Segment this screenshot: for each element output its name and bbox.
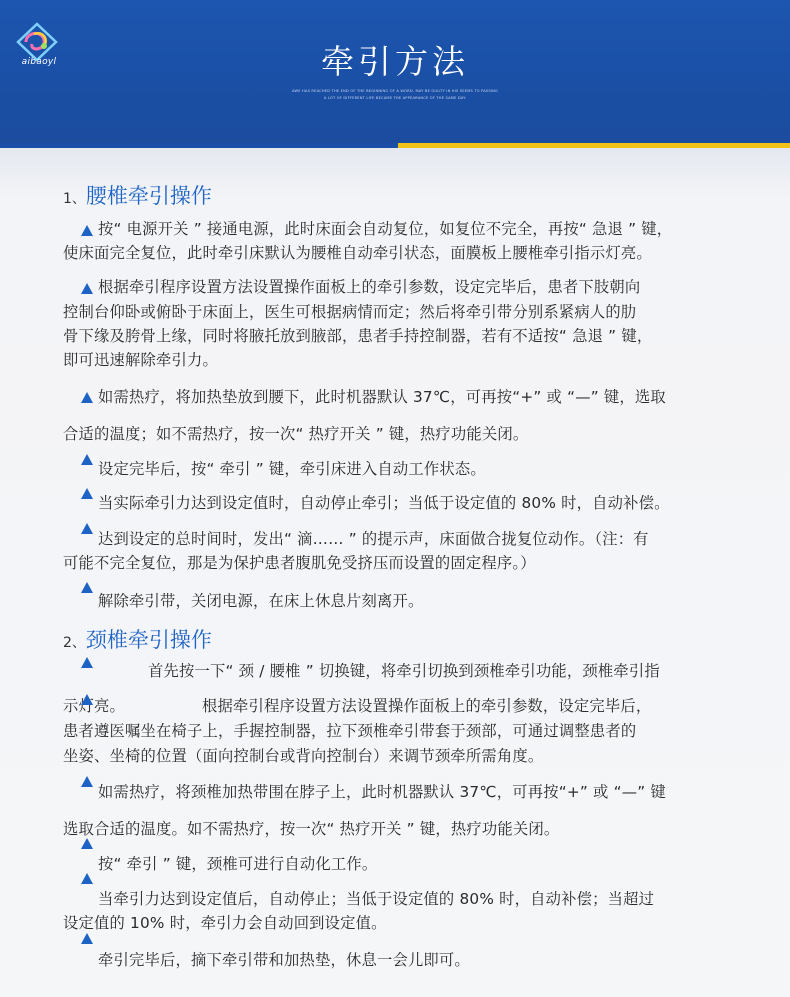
section2-line-3: 根据牵引程序设置方法设置操作面板上的牵引参数，设定完毕后， bbox=[202, 697, 652, 715]
bullet-triangle-icon bbox=[81, 454, 93, 465]
bullet-triangle-icon bbox=[81, 283, 93, 294]
bullet-triangle-icon bbox=[81, 838, 93, 849]
section2-heading bbox=[63, 624, 212, 654]
page-title: 牵引方法 bbox=[321, 42, 469, 81]
section2-line-7: 选取合适的温度。如不需热疗，按一次“ 热疗开关 ” 键，热疗功能关闭。 bbox=[63, 820, 560, 838]
bullet-triangle-icon bbox=[81, 523, 93, 534]
section1-line-9: 设定完毕后，按“ 牵引 ” 键，牵引床进入自动工作状态。 bbox=[98, 460, 486, 478]
bullet-triangle-icon bbox=[81, 488, 93, 499]
section2-title: 颈椎牵引操作 bbox=[85, 628, 212, 652]
bullet-triangle-icon bbox=[81, 933, 93, 944]
section2-line-6: 如需热疗，将颈椎加热带围在脖子上，此时机器默认 37℃，可再按“+” 或 “—” 键 bbox=[98, 783, 666, 801]
bullet-triangle-icon bbox=[81, 225, 93, 236]
section1-line-2: 使床面完全复位，此时牵引床默认为腰椎自动牵引状态，面膜板上腰椎牵引指示灯亮。 bbox=[63, 244, 652, 262]
section1-line-8: 合适的温度；如不需热疗，按一次“ 热疗开关 ” 键，热疗功能关闭。 bbox=[63, 425, 529, 443]
section1-line-10: 当实际牵引力达到设定值时，自动停止牵引；当低于设定值的 80% 时，自动补偿。 bbox=[98, 494, 670, 512]
section2-line-11: 牵引完毕后，摘下牵引带和加热垫，休息一会儿即可。 bbox=[98, 951, 470, 969]
section2-line-8: 按“ 牵引 ” 键，颈椎可进行自动化工作。 bbox=[98, 855, 378, 873]
section2-line-10: 设定值的 10% 时，牵引力会自动回到设定值。 bbox=[63, 914, 387, 932]
section1-line-12: 可能不完全复位，那是为保护患者腹肌免受挤压而设置的固定程序。） bbox=[63, 554, 536, 572]
subtitle-line-1: AWE HAS REACHED THE END OF THE BEGINNING OF A WORD. MAY BE GUILTY IN HIS SEEMS TO PASSING bbox=[292, 89, 498, 93]
section2-number: 2、 bbox=[63, 635, 86, 651]
section1-number: 1、 bbox=[63, 191, 86, 207]
section2-line-9: 当牵引力达到设定值后，自动停止；当低于设定值的 80% 时，自动补偿；当超过 bbox=[98, 890, 655, 908]
bullet-triangle-icon bbox=[81, 392, 93, 403]
section1-line-4: 控制台仰卧或俯卧于床面上，医生可根据病情而定；然后将牵引带分别系紧病人的肋 bbox=[63, 303, 637, 321]
section2-line-1: 首先按一下“ 颈 / 腰椎 ” 切换键，将牵引切换到颈椎牵引功能，颈椎牵引指 bbox=[148, 662, 660, 680]
logo-text: aibaoyl bbox=[21, 57, 57, 67]
section1-line-11: 达到设定的总时间时，发出“ 滴…… ” 的提示声，床面做合拢复位动作。（注：有 bbox=[98, 530, 649, 548]
section1-line-5: 骨下缘及胯骨上缘，同时将腋托放到腋部，患者手持控制器，若有不适按“ 急退 ” 键， bbox=[63, 327, 653, 345]
section1-title: 腰椎牵引操作 bbox=[85, 184, 212, 208]
bullet-triangle-icon bbox=[81, 582, 93, 593]
section1-line-1: 按“ 电源开关 ” 接通电源，此时床面会自动复位，如复位不完全，再按“ 急退 ” 键， bbox=[98, 220, 673, 238]
section1-heading bbox=[63, 180, 212, 210]
section1-line-13: 解除牵引带，关闭电源，在床上休息片刻离开。 bbox=[98, 592, 424, 610]
section1-line-3: 根据牵引程序设置方法设置操作面板上的牵引参数，设定完毕后，患者下肢朝向 bbox=[98, 278, 641, 296]
bullet-triangle-icon bbox=[81, 694, 93, 705]
section2-line-2: 示灯亮。 bbox=[63, 697, 125, 715]
section1-line-6: 即可迅速解除牵引力。 bbox=[63, 351, 218, 369]
bullet-triangle-icon bbox=[81, 776, 93, 787]
header-banner bbox=[0, 0, 790, 143]
subtitle-line-2: A LOT OF DIFFERENT LIFE BECAME THE APPEARANCE OF THE SAME DAY. bbox=[323, 96, 467, 100]
section2-line-4: 患者遵医嘱坐在椅子上，手握控制器，拉下颈椎牵引带套于颈部，可通过调整患者的 bbox=[63, 722, 637, 740]
section1-line-7: 如需热疗，将加热垫放到腰下，此时机器默认 37℃，可再按“+” 或 “—” 键，选取 bbox=[98, 388, 666, 406]
bullet-triangle-icon bbox=[81, 873, 93, 884]
section2-line-5: 坐姿、坐椅的位置（面向控制台或背向控制台）来调节颈牵所需角度。 bbox=[63, 747, 544, 765]
bullet-triangle-icon bbox=[81, 657, 93, 668]
